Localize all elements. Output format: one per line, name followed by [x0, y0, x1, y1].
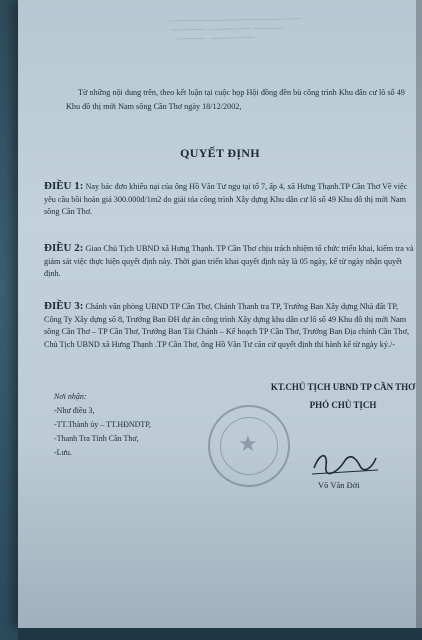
bleed-through-text: ─────────────────────────── ─────── ──────── ────── ────── ─────────	[167, 8, 302, 53]
intro-paragraph: Từ những nội dung trên, theo kết luận tại cuộc họp Hội đồng đền bù công trình Khu dân cư lô số 49 Khu đô thị mới Nam sông Cần Thơ ngày 18/12/2002,	[66, 88, 405, 111]
recipient-item: -Như điều 3,	[54, 406, 95, 415]
article-3-label: ĐIỀU 3:	[44, 300, 84, 312]
signature-line-2: PHÓ CHỦ TỊCH	[309, 400, 377, 410]
decision-heading: QUYẾT ĐỊNH	[180, 146, 260, 160]
recipient-item: -TT.Thành ủy – TT.HĐNDTP,	[54, 420, 151, 429]
document-page	[18, 0, 422, 628]
article-2-label: ĐIỀU 2:	[44, 242, 84, 254]
signer-name: Võ Văn Đời	[318, 480, 360, 490]
background-edge	[18, 628, 422, 640]
recipients-block	[54, 390, 151, 460]
signature-line-1: KT.CHỦ TỊCH UBND TP CẦN THƠ	[270, 382, 416, 392]
article-1-label: ĐIỀU 1:	[44, 180, 84, 192]
article-2-text: Giao Chủ Tịch UBND xã Hưng Thạnh. TP Cần Thơ chịu trách nhiệm tổ chức triển khai, kiểm tra và giám sát việc thực hiện quyết định này. Thời gian triển khai quyết định này là 05 ngày, kể từ ngày nhận quyết định.	[44, 244, 414, 278]
signature-title	[263, 378, 422, 414]
star-icon: ★	[238, 431, 258, 456]
official-seal-stamp	[208, 405, 290, 487]
article-1-text: Nay bác đơn khiếu nại của ông Hồ Văn Tư ngụ tại tổ 7, ấp 4, xã Hưng Thạnh.TP Cần Thơ Về việc yêu cầu bồi hoàn giá 300.000đ/1m2 do giải tỏa công trình Xây dựng Khu dân cư lô số 49 Khu đô thị mới Nam sông Cần Thơ.	[44, 182, 408, 216]
article-3-text: Chánh văn phòng UBND TP Cần Thơ, Chánh Thanh tra TP, Trưởng Ban Xây dựng Nhà đất TP, Công Ty Xây dựng số 8, Trưởng Ban ĐH dự án công trình Xây dựng khu dân cư lô số 49 Khu đô thị mới Nam sông Cần Thơ – TP Cần Thơ, Trưởng Ban Tài Chánh – Kế hoạch TP Cần Thơ, Trưởng Ban Địa chính Cần Thơ, Chủ Tịch UBND xã Hưng Thạnh .TP Cần Thơ, ông Hồ Văn Tư căn cứ quyết định thi hành kể từ ngày ký./-	[44, 302, 410, 349]
binder-edge	[416, 0, 422, 628]
handwritten-signature	[310, 448, 380, 478]
recipients-title: Nơi nhận:	[54, 392, 87, 401]
recipient-item: -Thanh Tra Tỉnh Cần Thơ,	[54, 434, 139, 443]
recipient-item: -Lưu.	[54, 448, 72, 457]
article-3	[44, 300, 414, 351]
article-2	[44, 242, 414, 281]
article-1	[44, 180, 414, 219]
